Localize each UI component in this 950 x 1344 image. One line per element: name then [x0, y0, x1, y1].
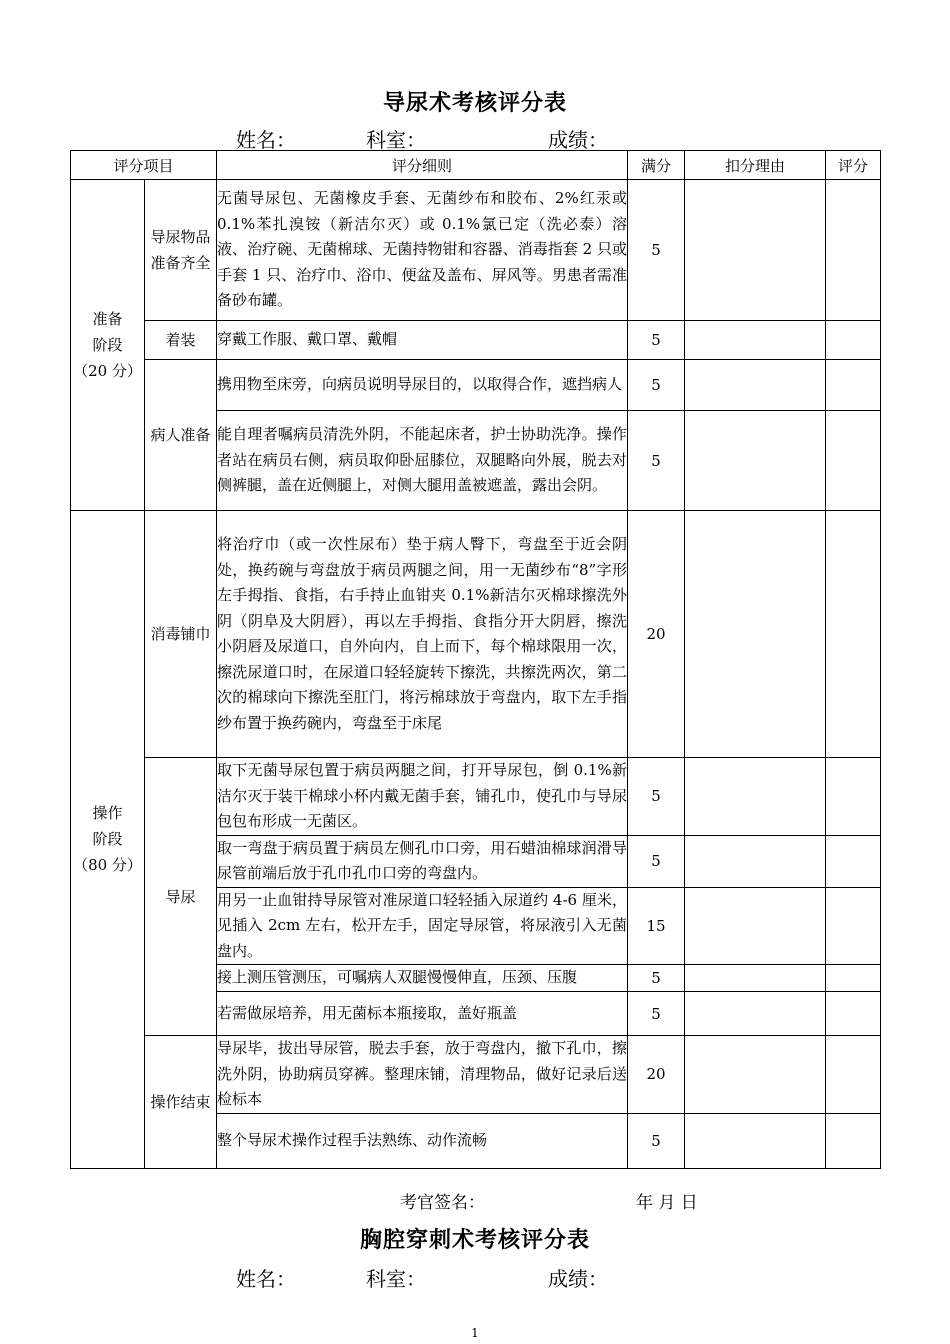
criteria-cell: 无菌导尿包、无菌橡皮手套、无菌纱布和胶布、2%红汞或 0.1%苯扎溴铵（新洁尔灭）或 0.1%氯已定（洗必泰）溶液、治疗碗、无菌棉球、无菌持物钳和容器、消毒指套 2 只或手套 1 只、治疗巾、浴巾、便盆及盖布、屏风等。男患者需准备砂布罐。 [217, 180, 628, 321]
points-cell: 5 [628, 965, 685, 992]
stage-label-line: 操作 [92, 804, 123, 823]
item-disinfection: 消毒铺巾 [145, 511, 217, 758]
header-scoring-criteria: 评分细则 [217, 151, 628, 180]
criteria-cell: 携用物至床旁，向病员说明导尿目的，以取得合作，遮挡病人 [217, 360, 628, 411]
deduction-reason-cell[interactable] [685, 511, 826, 758]
points-cell: 5 [628, 1113, 685, 1168]
stage-label-line: 阶段 [92, 336, 123, 354]
score-cell[interactable] [826, 835, 881, 887]
points-cell: 15 [628, 887, 685, 965]
stage-operation [71, 511, 145, 1169]
deduction-reason-cell[interactable] [685, 321, 826, 360]
points-cell: 5 [628, 321, 685, 360]
scoring-table [70, 150, 881, 1169]
points-cell: 5 [628, 758, 685, 836]
deduction-reason-cell[interactable] [685, 992, 826, 1036]
criteria-cell: 取下无菌导尿包置于病员两腿之间，打开导尿包，倒 0.1%新洁尔灭于装干棉球小杯内戴无菌手套，铺孔巾，使孔巾与导尿包包布形成一无菌区。 [217, 758, 628, 836]
stage-label-line: （20 分） [73, 362, 142, 380]
deduction-reason-cell[interactable] [685, 835, 826, 887]
criteria-cell: 取一弯盘于病员置于病员左侧孔巾口旁，用石蜡油棉球润滑导尿管前端后放于孔巾孔巾口旁的弯盘内。 [217, 835, 628, 887]
criteria-cell: 若需做尿培养，用无菌标本瓶接取，盖好瓶盖 [217, 992, 628, 1036]
stage-label-line: （80 分） [73, 856, 142, 875]
page-number: 1 [471, 1326, 479, 1340]
stage-preparation [71, 180, 145, 511]
criteria-cell: 将治疗巾（或一次性尿布）垫于病人臀下，弯盘至于近会阴处，换药碗与弯盘放于病员两腿之间，用一无菌纱布“8”字形左手拇指、食指，右手持止血钳夹 0.1%新洁尔灭棉球擦洗外阴（阴阜及大阴唇），再以左手拇指、食指分开大阴唇，擦洗小阴唇及尿道口，自外向内，自上而下，每个棉球限用一次，擦洗尿道口时，在尿道口轻轻旋转下擦洗，共擦洗两次，第二次的棉球向下擦洗至肛门，将污棉球放于弯盘内，取下左手指纱布置于换药碗内，弯盘至于床尾 [217, 511, 628, 758]
score-cell[interactable] [826, 887, 881, 965]
score-cell[interactable] [826, 1113, 881, 1168]
header-full-marks: 满分 [628, 151, 685, 180]
criteria-cell: 能自理者嘱病员清洗外阴，不能起床者，护士协助洗净。操作者站在病员右侧，病员取仰卧屈膝位，双腿略向外展，脱去对侧裤腿，盖在近侧腿上，对侧大腿用盖被遮盖，露出会阴。 [217, 411, 628, 511]
criteria-cell: 整个导尿术操作过程手法熟练、动作流畅 [217, 1113, 628, 1168]
deduction-reason-cell[interactable] [685, 180, 826, 321]
points-cell: 20 [628, 511, 685, 758]
second-form-info-row [0, 1263, 950, 1291]
deduction-reason-cell[interactable] [685, 965, 826, 992]
total-score-label: 成绩： [548, 128, 608, 152]
stage-label-line: 准备 [92, 310, 123, 328]
item-supplies: 导尿物品准备齐全 [145, 180, 217, 321]
table-header-row [71, 151, 881, 180]
table-row [71, 180, 881, 321]
score-cell[interactable] [826, 758, 881, 836]
header-scoring-item: 评分项目 [71, 151, 217, 180]
item-completion: 操作结束 [145, 1036, 217, 1169]
table-row [71, 360, 881, 411]
header-score: 评分 [826, 151, 881, 180]
signature-date-label: 年 月 日 [636, 1193, 698, 1213]
candidate-info-row [0, 124, 950, 152]
score-cell[interactable] [826, 180, 881, 321]
score-cell[interactable] [826, 321, 881, 360]
item-catheterization: 导尿 [145, 758, 217, 1036]
deduction-reason-cell[interactable] [685, 411, 826, 511]
score-cell[interactable] [826, 411, 881, 511]
deduction-reason-cell[interactable] [685, 360, 826, 411]
department-label: 科室： [366, 1267, 426, 1291]
criteria-cell: 导尿毕，拔出导尿管，脱去手套，放于弯盘内，撤下孔巾，擦洗外阴，协助病员穿裤。整理床铺，清理物品，做好记录后送检标本 [217, 1036, 628, 1114]
second-form-title: 胸腔穿刺术考核评分表 [359, 1227, 590, 1253]
table-row [71, 1036, 881, 1114]
table-row [71, 321, 881, 360]
item-attire: 着装 [145, 321, 217, 360]
table-row [71, 511, 881, 758]
score-cell[interactable] [826, 511, 881, 758]
score-cell[interactable] [826, 1036, 881, 1114]
name-label: 姓名： [236, 1267, 296, 1291]
stage-label-line: 阶段 [92, 830, 123, 849]
item-patient-prep: 病人准备 [145, 360, 217, 511]
points-cell: 5 [628, 992, 685, 1036]
score-cell[interactable] [826, 965, 881, 992]
header-deduction-reason: 扣分理由 [685, 151, 826, 180]
deduction-reason-cell[interactable] [685, 758, 826, 836]
points-cell: 5 [628, 180, 685, 321]
points-cell: 5 [628, 411, 685, 511]
deduction-reason-cell[interactable] [685, 887, 826, 965]
points-cell: 20 [628, 1036, 685, 1114]
total-score-label: 成绩： [548, 1267, 608, 1291]
examiner-signature-label: 考官签名： [400, 1193, 485, 1213]
deduction-reason-cell[interactable] [685, 1113, 826, 1168]
score-cell[interactable] [826, 992, 881, 1036]
points-cell: 5 [628, 835, 685, 887]
points-cell: 5 [628, 360, 685, 411]
score-cell[interactable] [826, 360, 881, 411]
deduction-reason-cell[interactable] [685, 1036, 826, 1114]
name-label: 姓名： [236, 128, 296, 152]
department-label: 科室： [366, 128, 426, 152]
criteria-cell: 穿戴工作服、戴口罩、戴帽 [217, 321, 628, 360]
criteria-cell: 用另一止血钳持导尿管对准尿道口轻轻插入尿道约 4-6 厘米，见插入 2cm 左右，松开左手，固定导尿管，将尿液引入无菌盘内。 [217, 887, 628, 965]
page-title: 导尿术考核评分表 [382, 90, 567, 116]
table-row [71, 758, 881, 836]
criteria-cell: 接上测压管测压，可嘱病人双腿慢慢伸直，压颈、压腹 [217, 965, 628, 992]
